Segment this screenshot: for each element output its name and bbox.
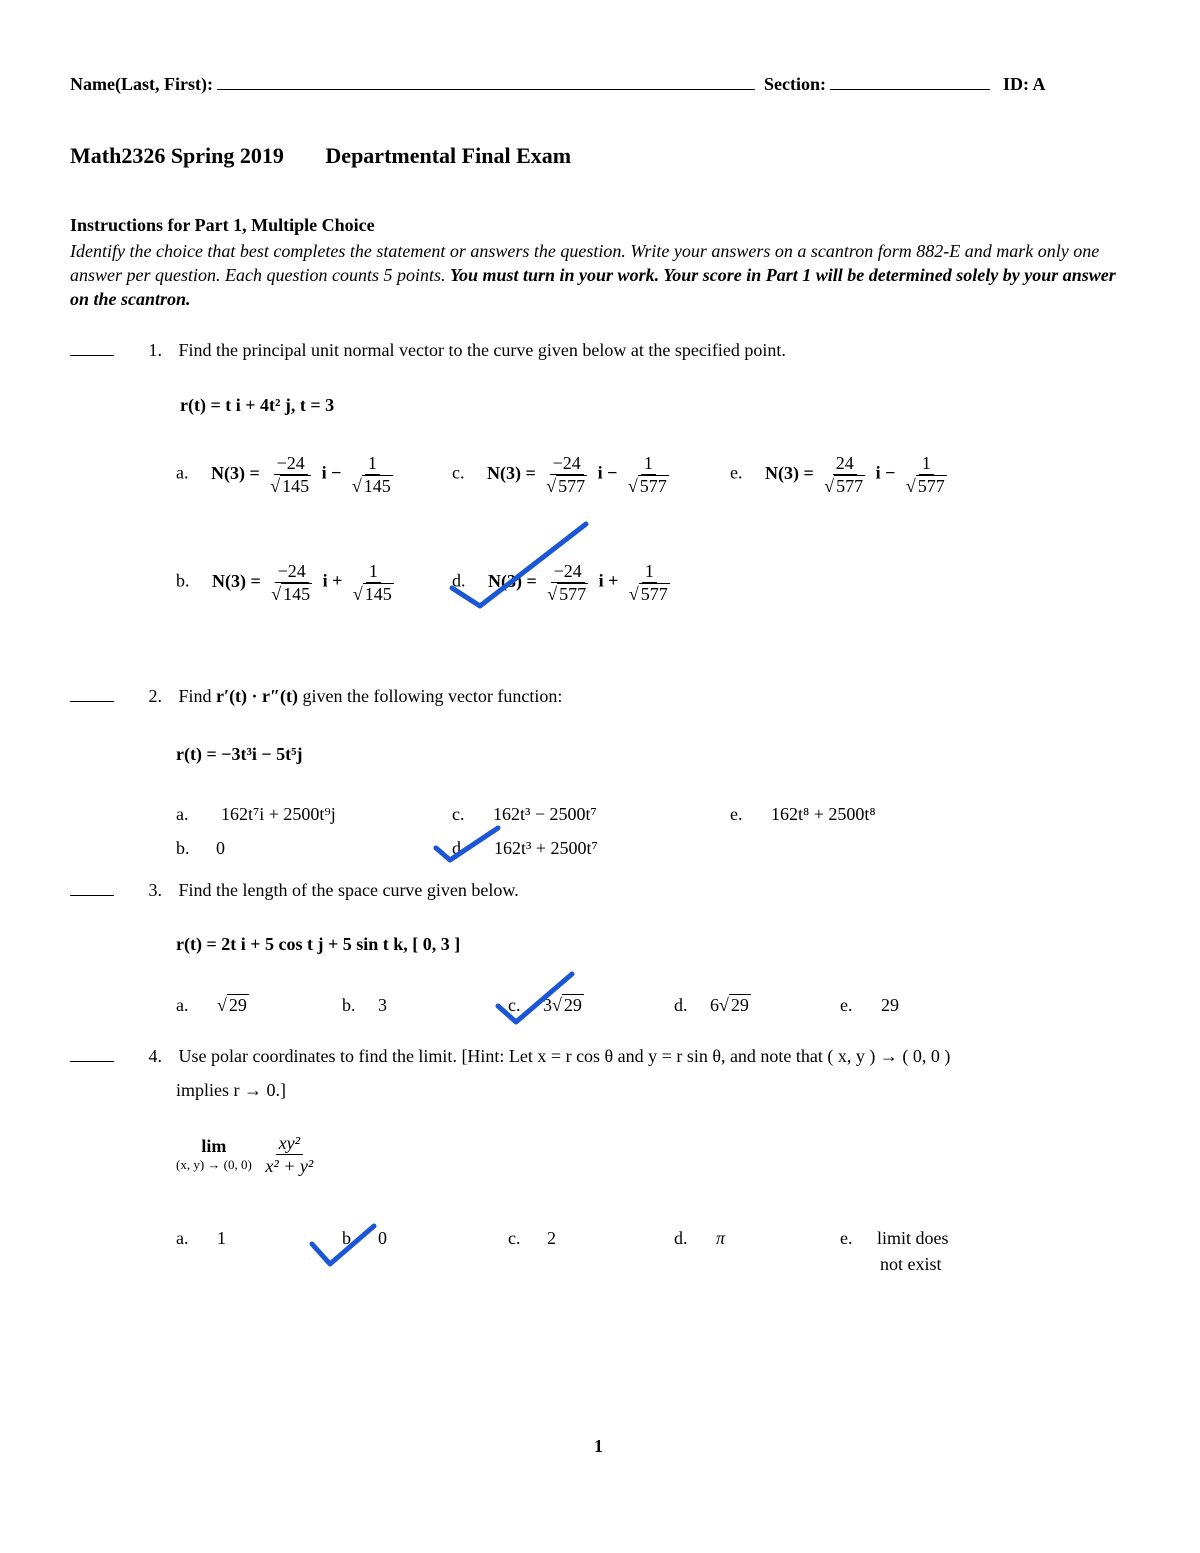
answer-blank-2[interactable]	[70, 701, 114, 702]
text-expr: r′(t) · r″(t)	[216, 686, 298, 706]
check-mark-icon	[488, 966, 588, 1031]
choice-value: 162t³ − 2500t⁷	[493, 804, 597, 824]
choice-3a[interactable]	[176, 995, 249, 1016]
radicand: 29	[563, 995, 582, 1015]
choice-lhs: N(3) =	[487, 462, 536, 483]
choice-1e[interactable]	[730, 452, 953, 497]
operator: i −	[321, 462, 342, 483]
question-4	[70, 1046, 950, 1067]
choice-label: c.	[452, 462, 465, 483]
choice-3b[interactable]	[342, 995, 387, 1016]
fraction: $\frac{-24}{√ 145}$	[271, 561, 311, 604]
choice-lhs: N(3) =	[212, 570, 261, 591]
choice-3e[interactable]	[840, 995, 899, 1016]
section-field[interactable]	[830, 75, 990, 90]
choice-coef: 6	[710, 995, 719, 1015]
numerator: 1	[366, 560, 381, 583]
choice-4c[interactable]	[508, 1228, 556, 1249]
choice-lhs: N(3) =	[211, 462, 260, 483]
instructions-text	[70, 239, 1120, 311]
numerator: 1	[365, 452, 380, 475]
denominator: 145	[282, 476, 310, 496]
choice-coef: 3	[543, 995, 552, 1015]
choice-4a[interactable]	[176, 1228, 226, 1249]
choice-label: a.	[176, 462, 189, 483]
answer-blank-3[interactable]	[70, 895, 114, 896]
check-mark-icon	[440, 518, 600, 613]
choice-1c[interactable]	[452, 452, 675, 497]
limit-operator	[176, 1136, 252, 1173]
choice-value: π	[716, 1228, 726, 1248]
instructions-heading: Instructions for Part 1, Multiple Choice	[70, 215, 375, 235]
choice-label: e.	[840, 995, 853, 1015]
answer-blank-1[interactable]	[70, 355, 114, 356]
fraction: $\frac{1}{√ 145}$	[351, 453, 391, 496]
choice-2e[interactable]	[730, 804, 876, 825]
choice-label: d.	[452, 570, 466, 591]
denominator: 577	[559, 584, 587, 604]
question-text	[179, 686, 563, 706]
denominator: 577	[836, 476, 864, 496]
question-text: Find the length of the space curve given below.	[178, 880, 519, 900]
operator: i +	[598, 570, 619, 591]
numerator: −24	[550, 452, 584, 475]
page-number: 1	[594, 1436, 603, 1456]
choice-value: √ 29	[217, 995, 247, 1015]
choice-label: a.	[176, 1228, 189, 1248]
id-value: A	[1032, 74, 1046, 94]
choice-value: √ 29	[719, 995, 749, 1015]
question-3-given: r(t) = 2t i + 5 cos t j + 5 sin t k, [ 0, 3 ]	[176, 934, 461, 954]
fraction: $\frac{1}{√ 577}$	[905, 453, 945, 496]
name-label: Name(Last, First):	[70, 74, 213, 94]
choice-label: e.	[730, 804, 743, 824]
denominator: x² + y²	[265, 1156, 314, 1176]
numerator: xy²	[276, 1132, 303, 1155]
choice-label: c.	[508, 995, 521, 1015]
question-number: 3.	[148, 880, 162, 900]
lim-word: lim	[201, 1136, 227, 1156]
limit-expression	[176, 1132, 319, 1177]
choice-label: d.	[452, 838, 466, 858]
choice-value: 0	[378, 1228, 387, 1248]
numerator: 1	[641, 452, 656, 475]
choice-label: a.	[176, 804, 189, 824]
numerator: 24	[833, 452, 857, 475]
question-1-given: r(t) = t i + 4t² j, t = 3	[180, 395, 335, 415]
question-4-text-line2: implies r → 0.]	[176, 1080, 286, 1100]
numerator: −24	[275, 560, 309, 583]
text-post: given the following vector function:	[297, 686, 563, 706]
fraction: $\frac{1}{√ 577}$	[628, 561, 668, 604]
choice-4d[interactable]	[674, 1228, 725, 1249]
fraction: $\frac{1}{√ 145}$	[352, 561, 392, 604]
choice-3d[interactable]	[674, 995, 751, 1016]
choice-value: 1	[217, 1228, 226, 1248]
instructions-italic: Identify the choice that best completes the statement or answers the question. Write your answers on a scantron form 882-E and mark only one answer per question. Each question counts 5 points.	[70, 241, 1100, 285]
fraction: $\frac{1}{√ 577}$	[627, 453, 667, 496]
choice-label: a.	[176, 995, 189, 1015]
radicand: 29	[730, 995, 749, 1015]
choice-label: b.	[342, 1228, 356, 1248]
choice-label: c.	[452, 804, 465, 824]
choice-1b[interactable]	[176, 560, 400, 605]
choice-label: b.	[342, 995, 356, 1015]
radicand: 29	[228, 995, 247, 1015]
name-field[interactable]	[217, 75, 755, 90]
question-number: 2.	[148, 686, 162, 706]
question-3	[70, 880, 519, 901]
text-pre: Find	[178, 686, 217, 706]
choice-value: 162t⁷i + 2500t⁹j	[221, 804, 336, 824]
fraction: $\frac{-24}{√ 577}$	[546, 453, 586, 496]
operator: i −	[597, 462, 618, 483]
numerator: 1	[919, 452, 934, 475]
course-title: Math2326 Spring 2019	[70, 143, 284, 168]
id-label: ID:	[1002, 74, 1029, 94]
header	[70, 74, 1045, 95]
choice-1a[interactable]	[176, 452, 399, 497]
fraction: $\frac{-24}{√ 145}$	[270, 453, 310, 496]
choice-2b[interactable]	[176, 838, 225, 859]
denominator: 577	[639, 476, 667, 496]
question-2-given: r(t) = −3t³i − 5t⁵j	[176, 744, 303, 764]
operator: i −	[875, 462, 896, 483]
answer-blank-4[interactable]	[70, 1061, 114, 1062]
question-text: Find the principal unit normal vector to the curve given below at the specified point.	[178, 340, 786, 360]
question-2	[70, 686, 562, 707]
denominator: 577	[917, 476, 945, 496]
choice-label: e.	[730, 462, 743, 483]
page-title	[70, 143, 571, 169]
section-label: Section:	[763, 74, 826, 94]
choice-value: 2	[547, 1228, 556, 1248]
choice-value: 162t³ + 2500t⁷	[494, 838, 598, 858]
question-text: Use polar coordinates to find the limit. [Hint: Let x = r cos θ and y = r sin θ, and note that ( x, y ) → ( 0, 0 )	[178, 1046, 951, 1066]
choice-lhs: N(3) =	[765, 462, 814, 483]
question-1	[70, 340, 786, 361]
denominator: 145	[363, 476, 391, 496]
check-mark-icon	[428, 822, 508, 867]
operator: i +	[322, 570, 343, 591]
choice-2a[interactable]	[176, 804, 336, 825]
choice-value: 162t⁸ + 2500t⁸	[771, 804, 876, 824]
denominator: 577	[558, 476, 586, 496]
denominator: 145	[364, 584, 392, 604]
question-number: 4.	[148, 1046, 162, 1066]
exam-title: Departmental Final Exam	[325, 143, 572, 168]
question-number: 1.	[148, 340, 162, 360]
fraction: $\frac{-24}{√ 577}$	[547, 561, 587, 604]
choice-value: 29	[881, 995, 899, 1015]
choice-label: b.	[176, 838, 190, 858]
choice-value: √ 29	[552, 995, 582, 1015]
numerator: 1	[642, 560, 657, 583]
lim-subscript: (x, y) → (0, 0)	[176, 1157, 252, 1172]
denominator: 577	[640, 584, 668, 604]
choice-value: 0	[216, 838, 225, 858]
choice-4e[interactable]	[840, 1228, 949, 1249]
choice-lhs: N(3) =	[488, 570, 537, 591]
fraction: $\frac{24}{√ 577}$	[824, 453, 864, 496]
denominator: 145	[283, 584, 311, 604]
choice-label: b.	[176, 570, 190, 591]
numerator: −24	[274, 452, 308, 475]
limit-fraction	[262, 1132, 316, 1177]
instructions-bold: You must turn in your work. Your score in Part 1 will be determined solely by your answer on the scantron.	[70, 265, 1116, 309]
choice-value: 3	[378, 995, 387, 1015]
choice-value: limit does	[877, 1228, 949, 1248]
choice-label: d.	[674, 995, 688, 1015]
choice-label: e.	[840, 1228, 853, 1248]
choice-4e-line2: not exist	[880, 1254, 942, 1274]
numerator: −24	[551, 560, 585, 583]
choice-label: d.	[674, 1228, 688, 1248]
choice-label: c.	[508, 1228, 521, 1248]
check-mark-icon	[304, 1220, 384, 1272]
